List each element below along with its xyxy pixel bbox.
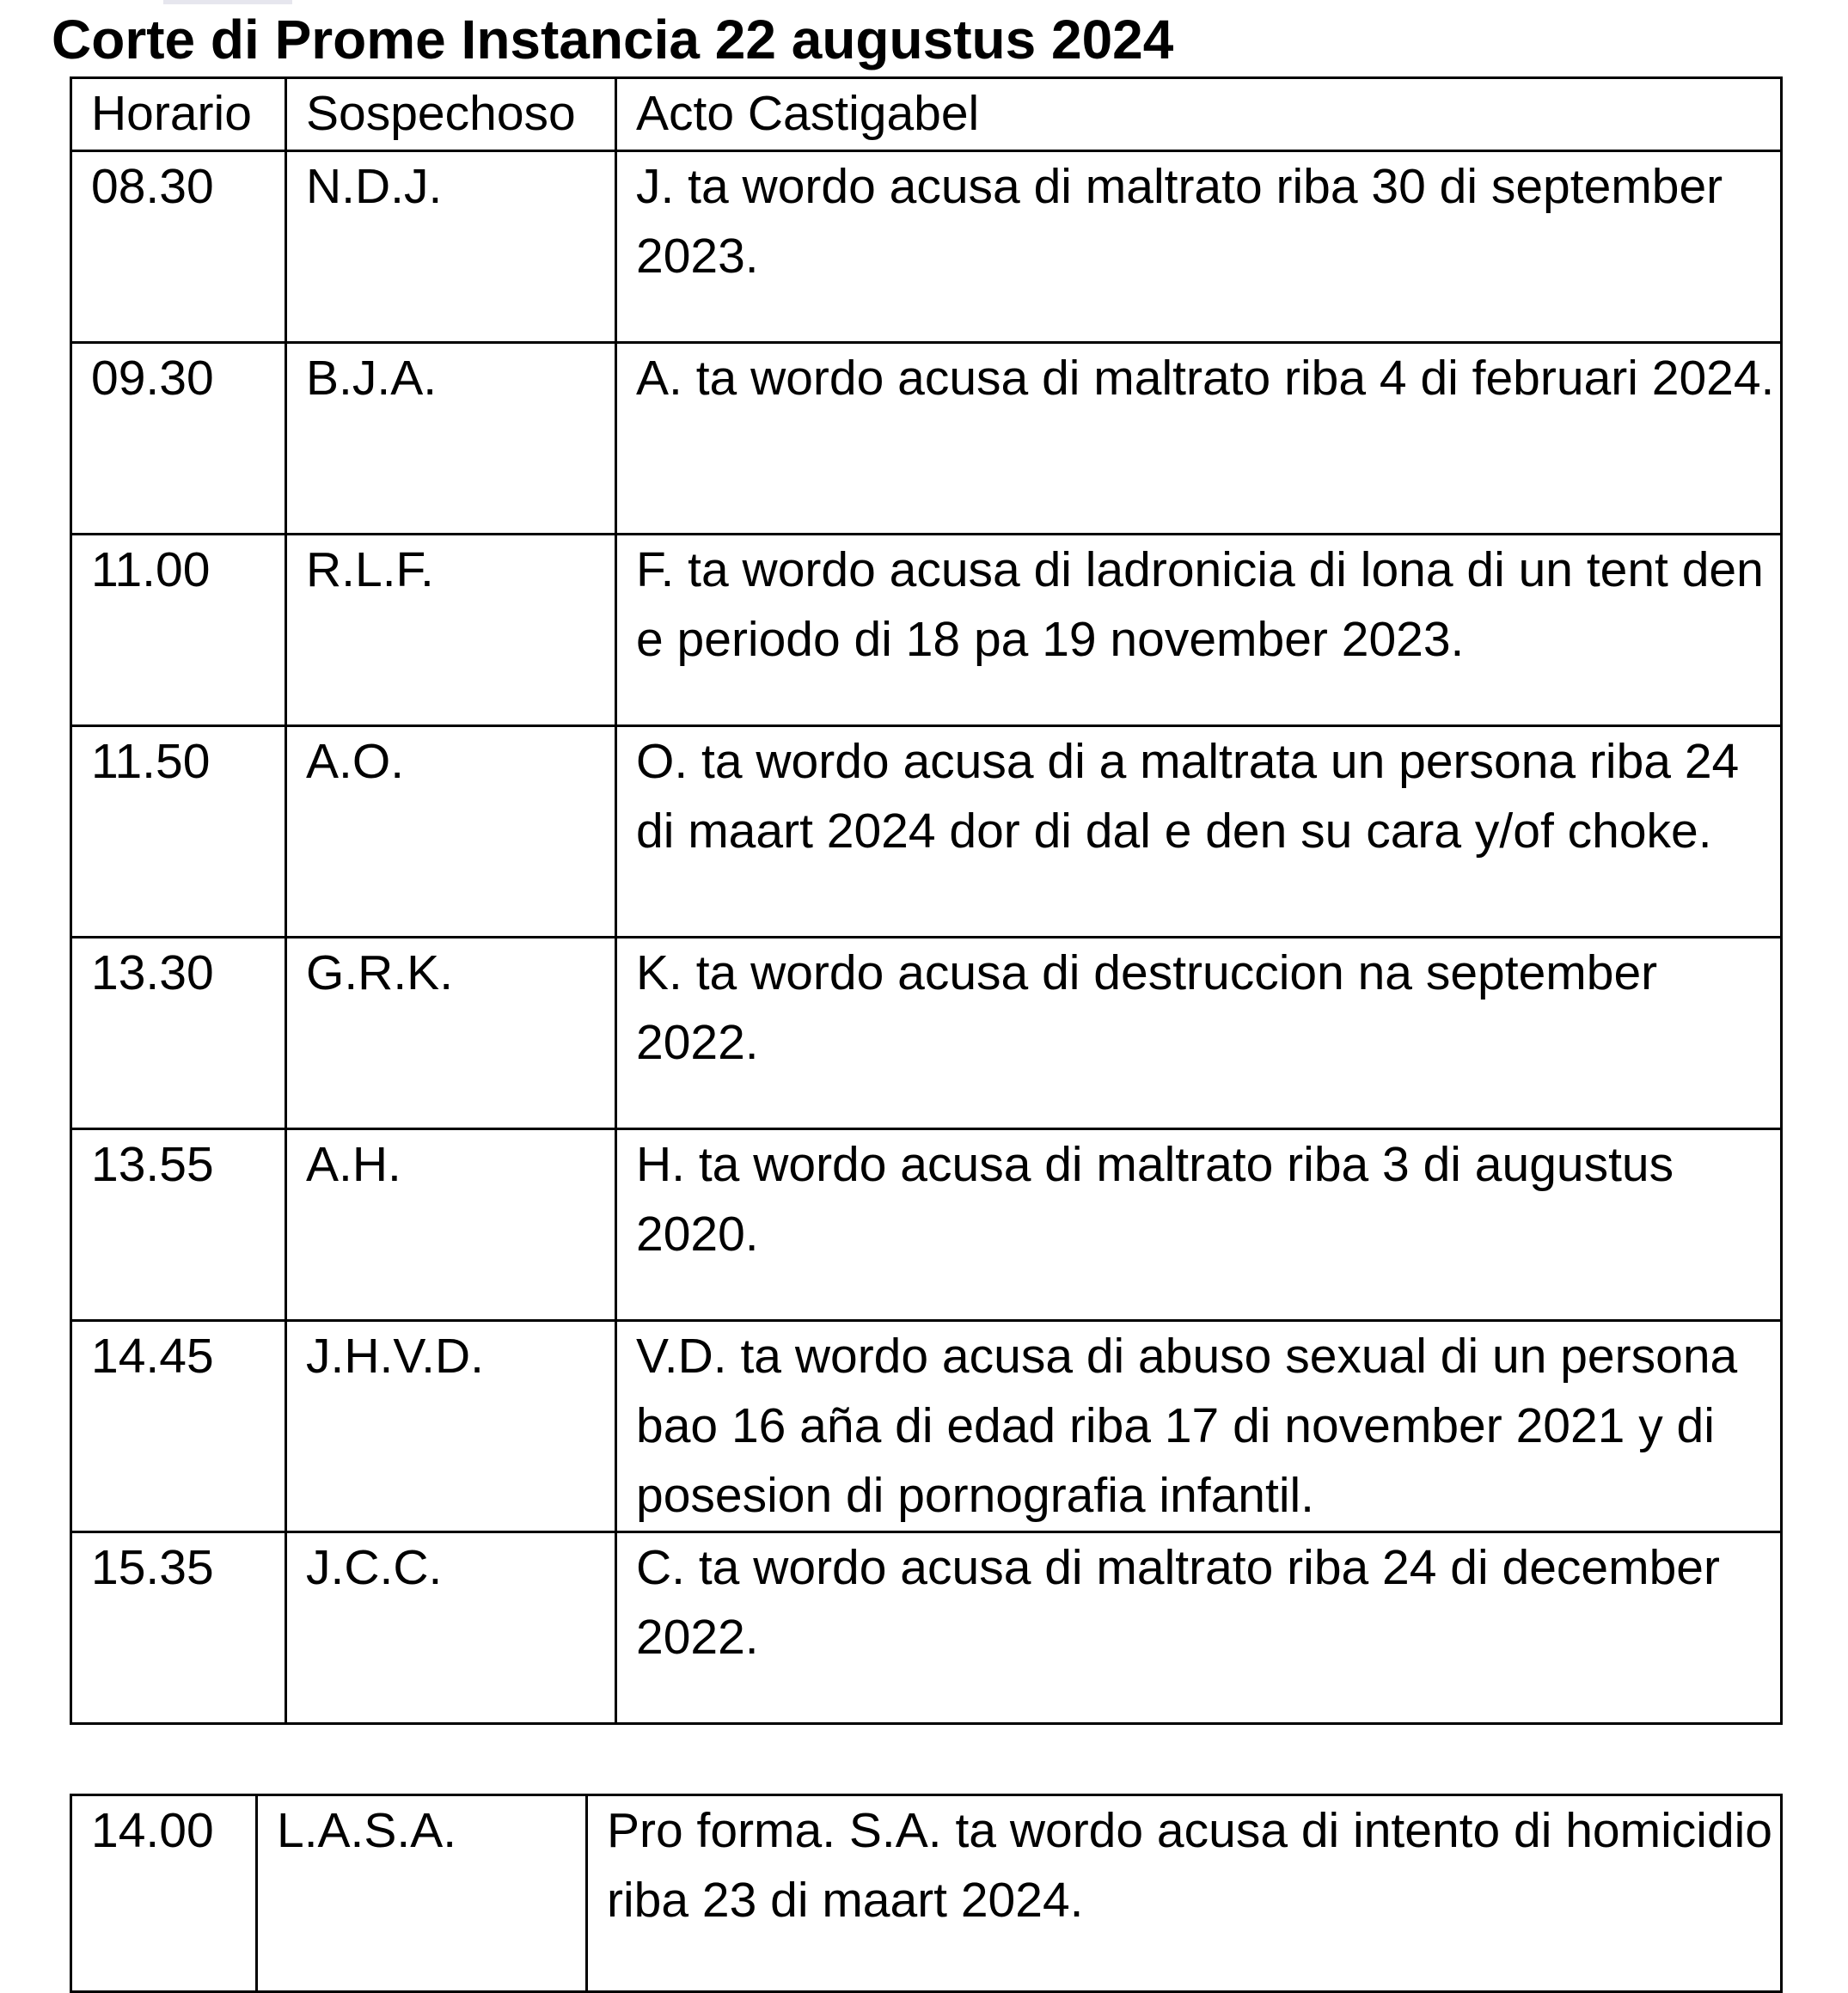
top-edge-mark	[163, 0, 292, 4]
header-horario: Horario	[71, 78, 286, 151]
act-cell: Pro forma. S.A. ta wordo acusa di intento di homicidio riba 23 di maart 2024.	[587, 1795, 1782, 1992]
suspect-cell: L.A.S.A.	[257, 1795, 587, 1992]
suspect-cell: J.C.C.	[286, 1532, 616, 1724]
act-cell: F. ta wordo acusa di ladronicia di lona di un tent den e periodo di 18 pa 19 november 2023.	[616, 535, 1782, 726]
time-cell: 11.00	[71, 535, 286, 726]
time-cell: 11.50	[71, 726, 286, 938]
table-row	[71, 1532, 1782, 1724]
pro-forma-table	[70, 1794, 1783, 1993]
table-row	[71, 1795, 1782, 1992]
suspect-cell: J.H.V.D.	[286, 1321, 616, 1532]
header-acto-castigabel: Acto Castigabel	[616, 78, 1782, 151]
time-cell: 08.30	[71, 151, 286, 343]
table-row	[71, 1129, 1782, 1321]
table-row	[71, 938, 1782, 1129]
act-cell: C. ta wordo acusa di maltrato riba 24 di december 2022.	[616, 1532, 1782, 1724]
table-header-row	[71, 78, 1782, 151]
time-cell: 13.55	[71, 1129, 286, 1321]
table-row	[71, 535, 1782, 726]
act-cell: V.D. ta wordo acusa di abuso sexual di un persona bao 16 aña di edad riba 17 di november 2021 y di posesion di pornografia infantil.	[616, 1321, 1782, 1532]
act-cell: O. ta wordo acusa di a maltrata un persona riba 24 di maart 2024 dor di dal e den su cara y/of choke.	[616, 726, 1782, 938]
suspect-cell: R.L.F.	[286, 535, 616, 726]
suspect-cell: B.J.A.	[286, 343, 616, 535]
table-row	[71, 1321, 1782, 1532]
header-sospechoso: Sospechoso	[286, 78, 616, 151]
table-row	[71, 151, 1782, 343]
time-cell: 13.30	[71, 938, 286, 1129]
act-cell: A. ta wordo acusa di maltrato riba 4 di februari 2024.	[616, 343, 1782, 535]
act-cell: H. ta wordo acusa di maltrato riba 3 di augustus 2020.	[616, 1129, 1782, 1321]
time-cell: 09.30	[71, 343, 286, 535]
suspect-cell: G.R.K.	[286, 938, 616, 1129]
suspect-cell: A.O.	[286, 726, 616, 938]
page-title: Corte di Prome Instancia 22 augustus 2024	[52, 9, 1174, 70]
act-cell: J. ta wordo acusa di maltrato riba 30 di september 2023.	[616, 151, 1782, 343]
suspect-cell: N.D.J.	[286, 151, 616, 343]
suspect-cell: A.H.	[286, 1129, 616, 1321]
time-cell: 14.00	[71, 1795, 257, 1992]
table-row	[71, 726, 1782, 938]
time-cell: 14.45	[71, 1321, 286, 1532]
table-row	[71, 343, 1782, 535]
hearing-schedule-table	[70, 76, 1783, 1725]
time-cell: 15.35	[71, 1532, 286, 1724]
act-cell: K. ta wordo acusa di destruccion na september 2022.	[616, 938, 1782, 1129]
